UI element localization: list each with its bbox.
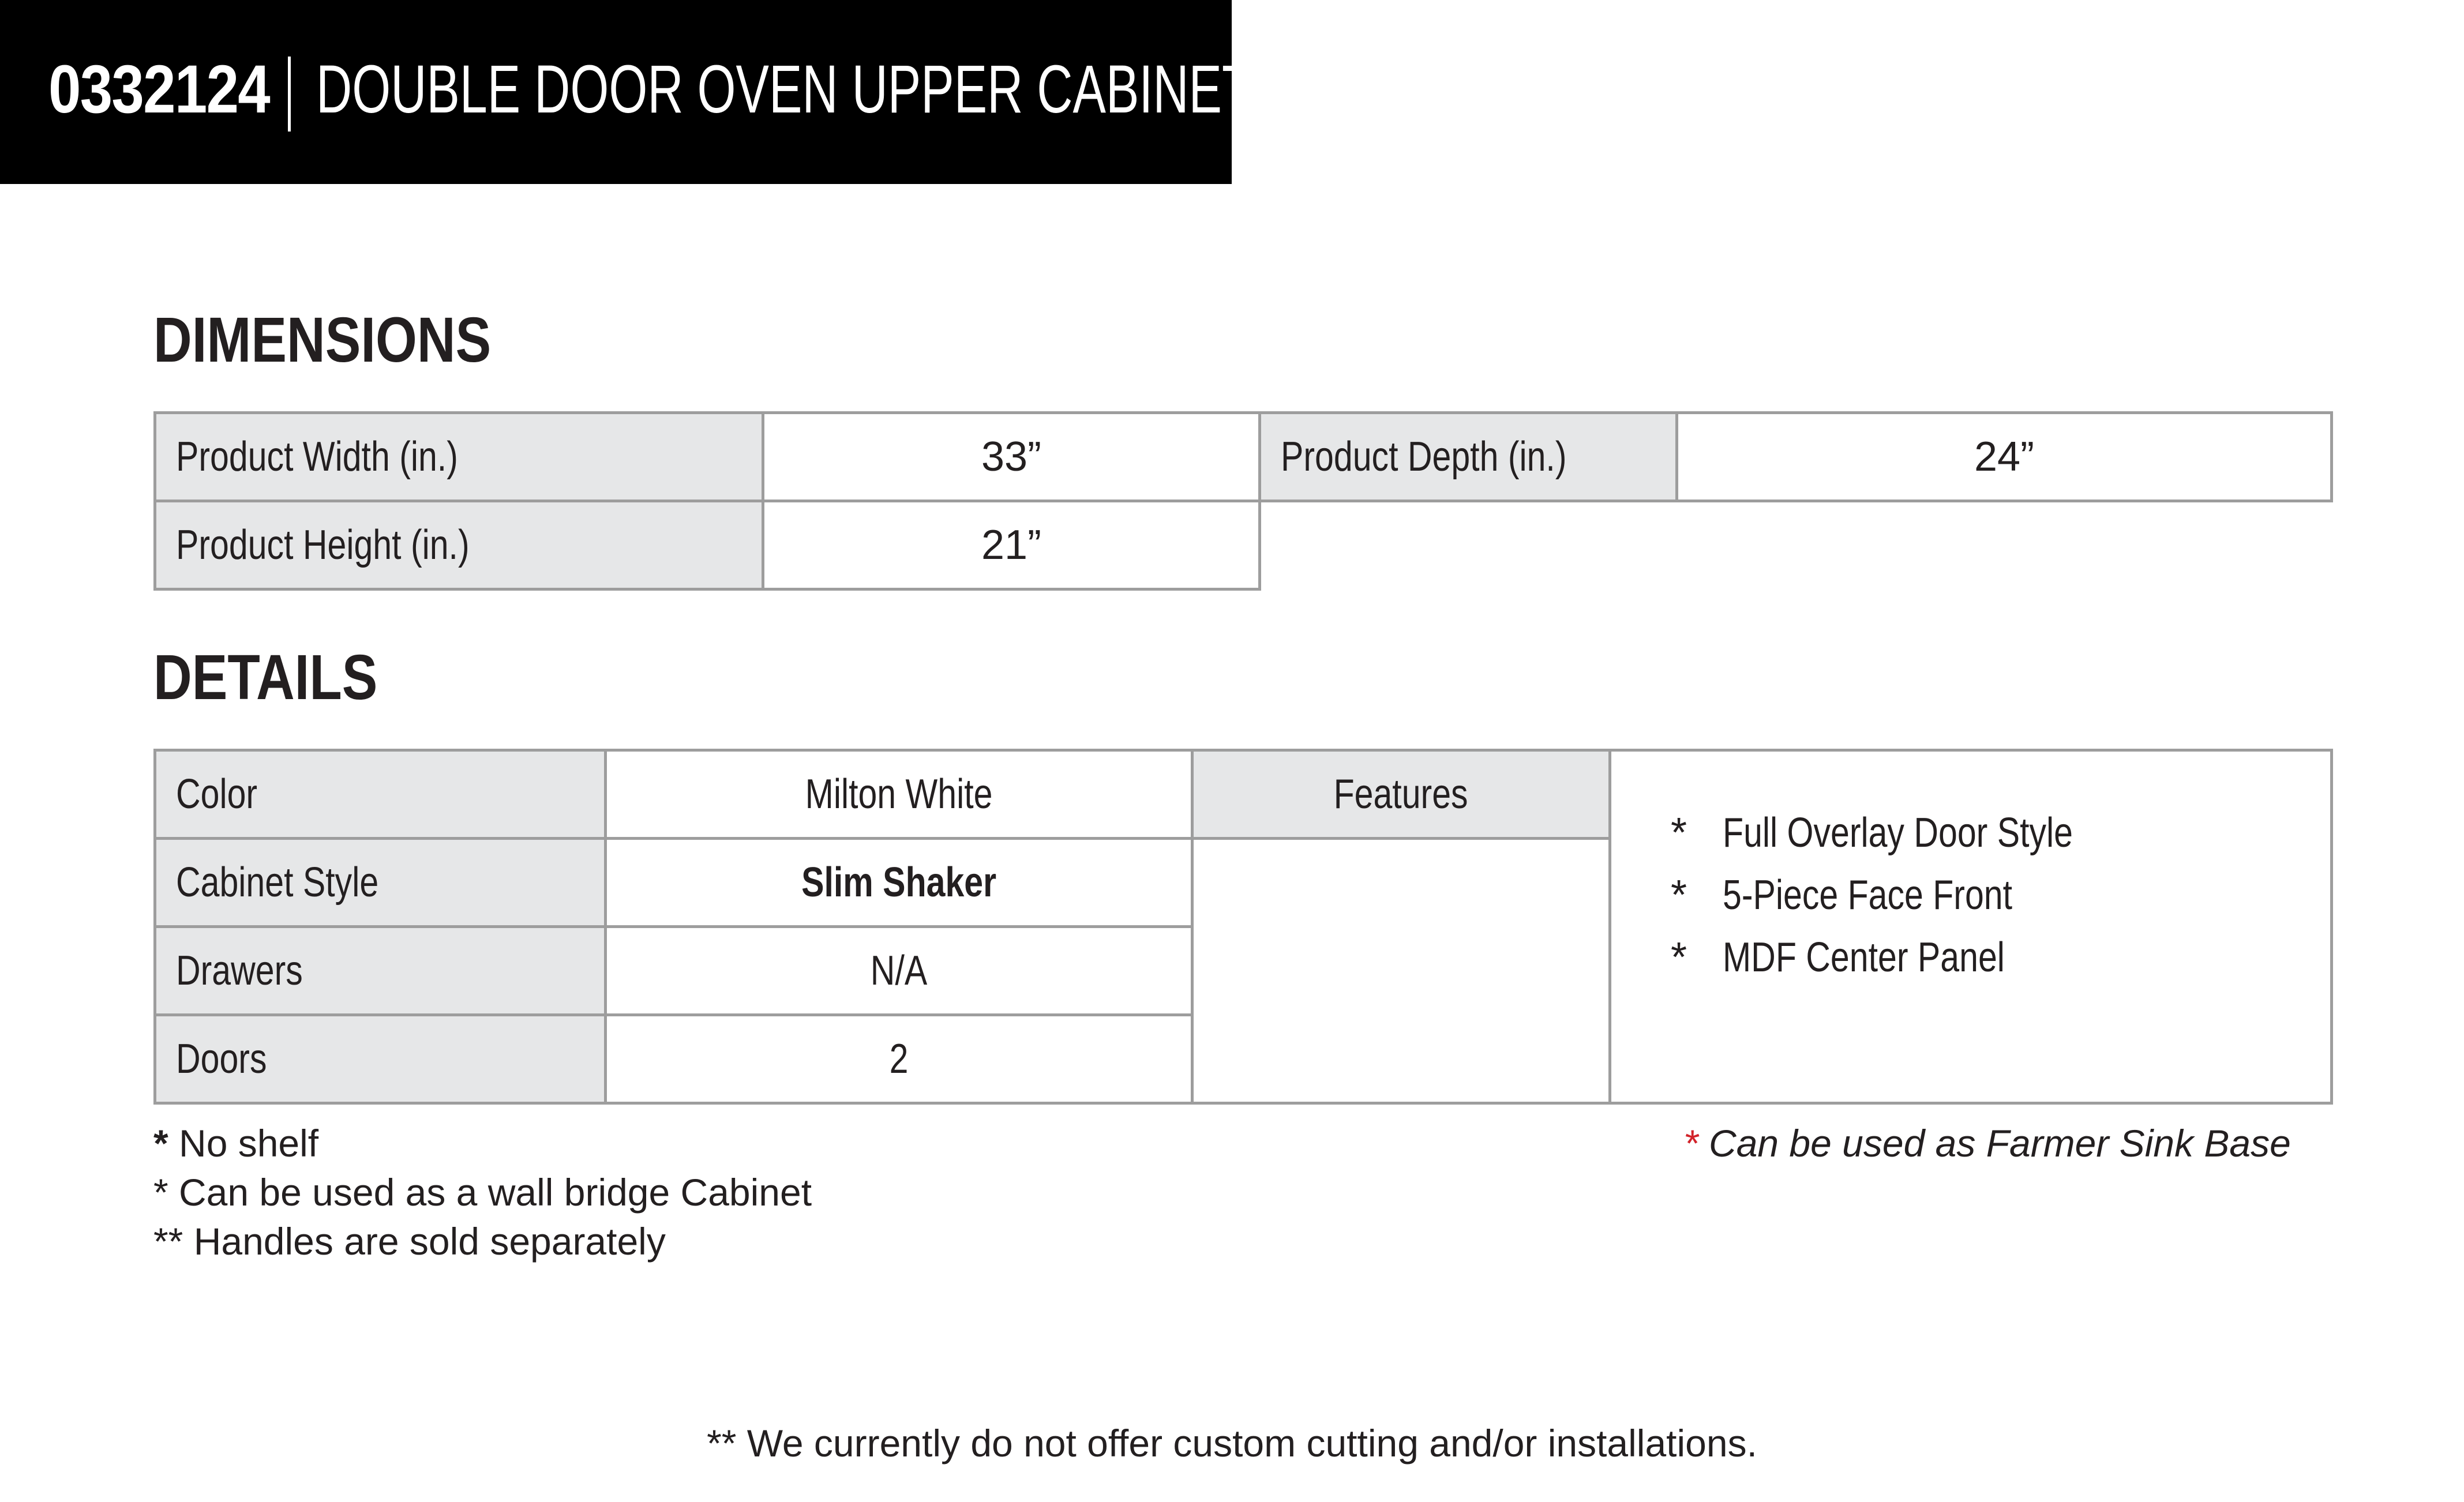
features-blank-cell [1191, 837, 1611, 1105]
feature-text: MDF Center Panel [1723, 934, 2005, 981]
color-label: Color [176, 771, 258, 817]
feature-text: Full Overlay Door Style [1723, 810, 2073, 856]
dimensions-heading: DIMENSIONS [153, 305, 492, 376]
product-code: 0332124 [48, 51, 270, 127]
title-divider [288, 57, 291, 132]
style-label: Cabinet Style [176, 859, 379, 906]
drawers-label-cell [153, 925, 607, 1016]
color-label-cell [153, 749, 607, 840]
footer-note: ** We currently do not offer custom cutting and/or installations. [707, 1422, 1757, 1465]
width-label: Product Width (in.) [176, 434, 458, 480]
style-label-cell [153, 837, 607, 928]
details-heading: DETAILS [153, 642, 378, 713]
depth-label: Product Depth (in.) [1281, 434, 1567, 480]
note-wall-bridge: * Can be used as a wall bridge Cabinet [153, 1171, 812, 1214]
depth-label-cell [1258, 411, 1678, 502]
drawers-value: N/A [870, 948, 928, 994]
feature-text: 5-Piece Face Front [1723, 872, 2013, 918]
doors-value-cell [604, 1013, 1194, 1105]
width-value-cell [762, 411, 1261, 502]
height-value-cell [762, 500, 1261, 591]
features-label-cell [1191, 749, 1611, 840]
note-farmer-sink: * Can be used as Farmer Sink Base [1683, 1122, 2291, 1165]
style-value-cell [604, 837, 1194, 928]
depth-value-cell [1675, 411, 2333, 502]
color-value: Milton White [805, 771, 993, 817]
feature-item: * 5-Piece Face Front [1671, 872, 2013, 918]
note-no-shelf: * No shelf [153, 1122, 319, 1165]
height-value: 21” [981, 522, 1042, 568]
height-label: Product Height (in.) [176, 522, 470, 568]
features-list [1671, 802, 2150, 989]
width-value: 33” [981, 434, 1042, 480]
style-value: Slim Shaker [801, 859, 997, 906]
drawers-value-cell [604, 925, 1194, 1016]
note-handles: ** Handles are sold separately [153, 1220, 666, 1263]
feature-item: * Full Overlay Door Style [1671, 810, 2073, 856]
features-label: Features [1333, 771, 1468, 817]
feature-item: * MDF Center Panel [1671, 934, 2005, 981]
doors-label-cell [153, 1013, 607, 1105]
height-label-cell [153, 500, 764, 591]
title-bar [0, 0, 1252, 184]
width-label-cell [153, 411, 764, 502]
doors-label: Doors [176, 1036, 267, 1082]
depth-value: 24” [1974, 434, 2035, 480]
doors-value: 2 [889, 1036, 909, 1082]
drawers-label: Drawers [176, 948, 303, 994]
product-name: DOUBLE DOOR OVEN UPPER CABINET [316, 51, 1252, 127]
color-value-cell [604, 749, 1194, 840]
